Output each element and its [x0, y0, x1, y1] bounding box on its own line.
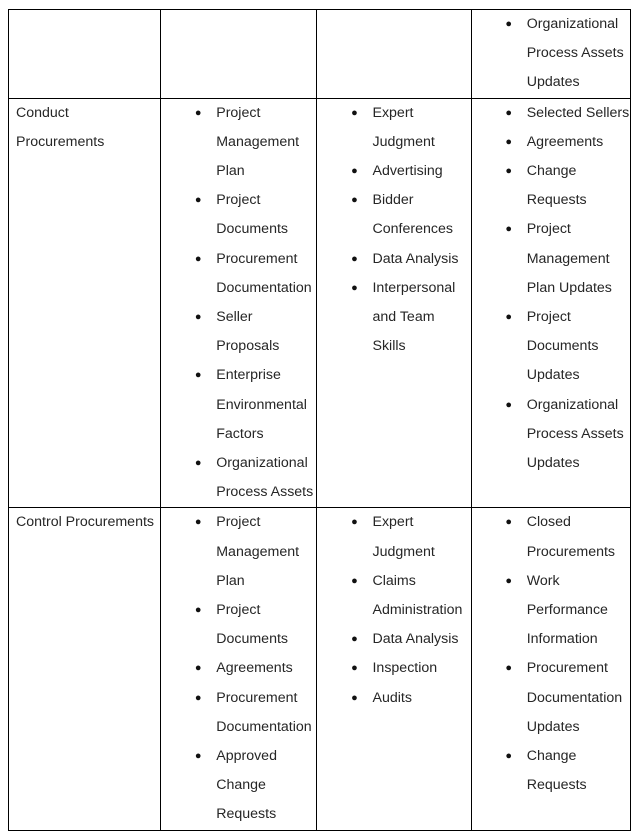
- process-name-cell: [9, 98, 161, 508]
- list-item: ● Procurement Documentation: [161, 684, 316, 742]
- list-item: ● Data Analysis: [317, 625, 470, 654]
- inputs-cell: [161, 98, 317, 508]
- list-item: ● Enterprise Environmental Factors: [161, 361, 316, 449]
- list-item: ● Interpersonal and Team Skills: [317, 274, 470, 362]
- list-item: ● Agreements: [161, 654, 316, 683]
- process-name: Conduct Procurements: [16, 104, 105, 150]
- bullet-icon: ●: [194, 369, 202, 382]
- bullet-icon: ●: [194, 662, 202, 675]
- list-item: ● Agreements: [472, 128, 630, 157]
- outputs-cell: [471, 508, 630, 830]
- list-item: ● Project Documents: [161, 186, 316, 244]
- list-item: ● Project Documents: [161, 596, 316, 654]
- outputs-cell: [471, 98, 630, 508]
- bullet-icon: ●: [505, 311, 513, 324]
- tools-cell: [317, 98, 471, 508]
- list-item: ● Approved Change Requests: [161, 742, 316, 830]
- tools-list: [317, 99, 470, 362]
- bullet-icon: ●: [194, 750, 202, 763]
- bullet-icon: ●: [194, 516, 202, 529]
- bullet-icon: ●: [351, 633, 358, 646]
- inputs-list: [161, 99, 316, 508]
- list-item: ● Organizational Process Assets Updates: [472, 10, 630, 98]
- bullet-icon: ●: [505, 662, 513, 675]
- list-item: ● Procurement Documentation: [161, 245, 316, 303]
- inputs-cell: [161, 508, 317, 830]
- bullet-icon: ●: [505, 516, 513, 529]
- procurement-process-table: [8, 9, 631, 831]
- table-row-continued: [9, 10, 631, 99]
- bullet-icon: ●: [351, 281, 358, 294]
- bullet-icon: ●: [505, 223, 513, 236]
- bullet-icon: ●: [351, 165, 358, 178]
- bullet-icon: ●: [505, 398, 513, 411]
- list-item: ● Expert Judgment: [317, 99, 470, 157]
- bullet-icon: ●: [194, 194, 202, 207]
- bullet-icon: ●: [351, 106, 358, 119]
- list-item: ● Change Requests: [472, 742, 630, 800]
- bullet-icon: ●: [505, 574, 513, 587]
- list-item: ● Expert Judgment: [317, 508, 470, 566]
- list-item: ● Change Requests: [472, 157, 630, 215]
- list-item: ● Advertising: [317, 157, 470, 186]
- process-name-cell: [9, 10, 161, 99]
- bullet-icon: ●: [505, 165, 513, 178]
- outputs-list: [472, 508, 630, 800]
- list-item: ● Seller Proposals: [161, 303, 316, 361]
- list-item: ● Data Analysis: [317, 245, 470, 274]
- list-item: ● Work Performance Information: [472, 567, 630, 655]
- bullet-icon: ●: [194, 106, 202, 119]
- list-item: ● Inspection: [317, 654, 470, 683]
- bullet-icon: ●: [505, 750, 513, 763]
- process-name: Control Procurements: [16, 514, 154, 531]
- inputs-list: [161, 508, 316, 829]
- bullet-icon: ●: [351, 662, 358, 675]
- bullet-icon: ●: [505, 135, 513, 148]
- bullet-icon: ●: [194, 691, 202, 704]
- list-item: ● Selected Sellers: [472, 99, 630, 128]
- bullet-icon: ●: [351, 691, 358, 704]
- bullet-icon: ●: [194, 252, 202, 265]
- list-item: ● Project Documents Updates: [472, 303, 630, 391]
- list-item: ● Project Management Plan Updates: [472, 215, 630, 303]
- outputs-list: [472, 10, 630, 98]
- list-item: ● Organizational Process Assets Updates: [472, 391, 630, 479]
- bullet-icon: ●: [194, 604, 202, 617]
- table-row-control-procurements: [9, 508, 631, 830]
- list-item: ● Procurement Documentation Updates: [472, 654, 630, 742]
- bullet-icon: ●: [505, 18, 513, 30]
- table-row-conduct-procurements: [9, 98, 631, 508]
- bullet-icon: ●: [351, 252, 358, 265]
- list-item: ● Closed Procurements: [472, 508, 630, 566]
- bullet-icon: ●: [351, 194, 358, 207]
- bullet-icon: ●: [194, 311, 202, 324]
- tools-list: [317, 508, 470, 712]
- list-item: ● Project Management Plan: [161, 508, 316, 596]
- list-item: ● Audits: [317, 684, 470, 713]
- list-item: ● Organizational Process Assets: [161, 449, 316, 507]
- tools-cell: [317, 508, 471, 830]
- list-item: ● Project Management Plan: [161, 99, 316, 187]
- bullet-icon: ●: [351, 574, 358, 587]
- outputs-cell: [471, 10, 630, 99]
- bullet-icon: ●: [505, 106, 513, 119]
- inputs-cell: [161, 10, 317, 99]
- tools-cell: [317, 10, 471, 99]
- bullet-icon: ●: [194, 457, 202, 470]
- outputs-list: [472, 99, 630, 479]
- bullet-icon: ●: [351, 516, 358, 529]
- list-item: ● Claims Administration: [317, 567, 470, 625]
- list-item: ● Bidder Conferences: [317, 186, 470, 244]
- process-name-cell: [9, 508, 161, 830]
